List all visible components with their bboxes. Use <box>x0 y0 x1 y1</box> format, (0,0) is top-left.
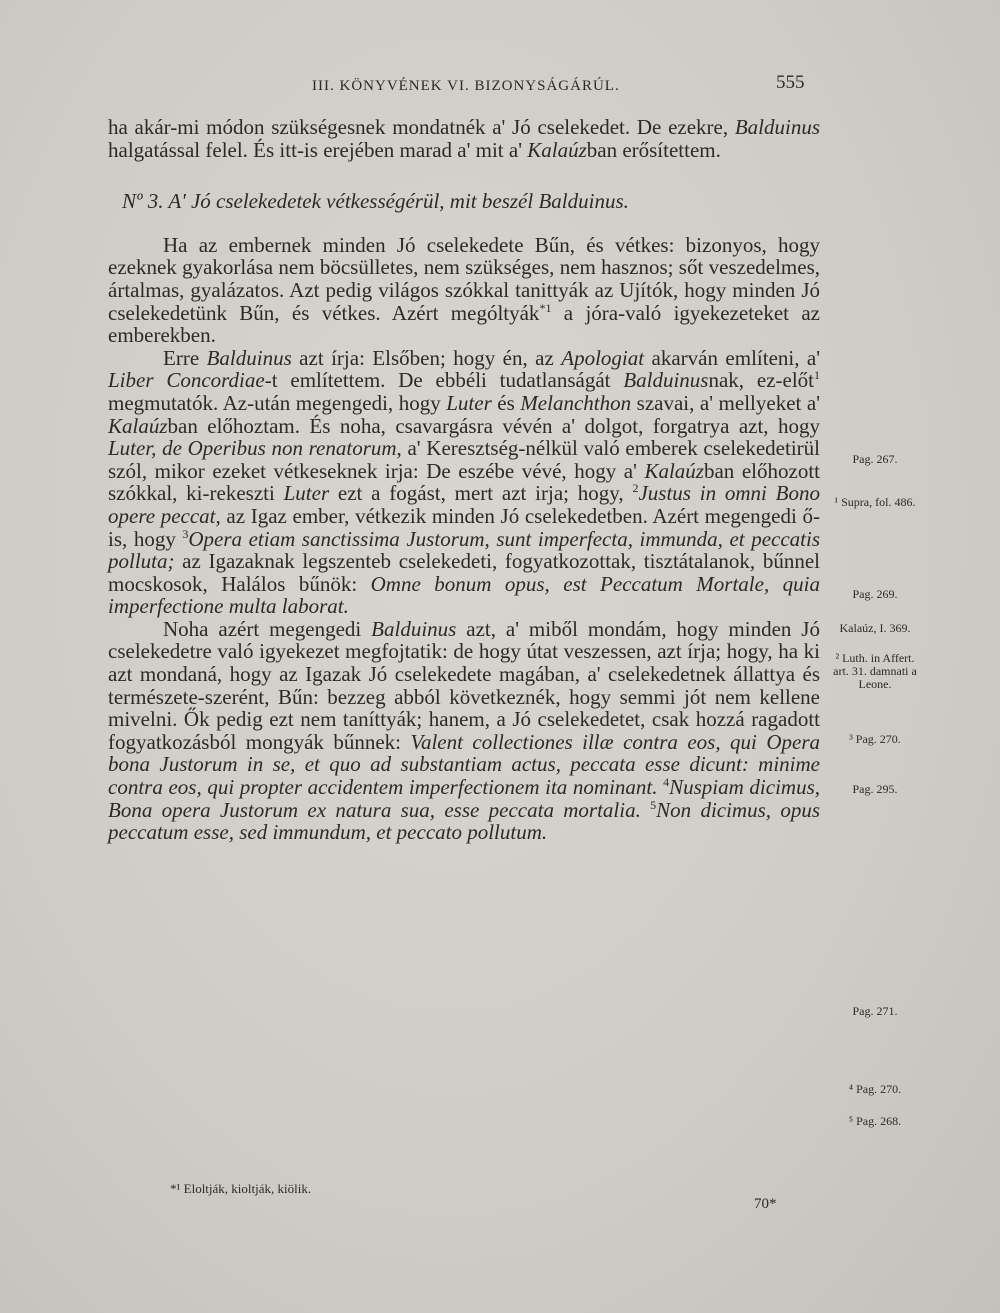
margin-note: Kalaúz, I. 369. <box>839 621 911 635</box>
paragraph: Ha az embernek minden Jó cselekedete Bűn, és vétkes: bizonyos, hogy ezeknek gyakorlása nem böcsülletes, nem szükséges, nem hasznos; sőt veszedelmes, ártalmas, gyalázatos. Azt pedig világos szókkal tanittyák az Ujítók, hogy minden Jó cselekedetünk Bűn, és vétkes. Azért mególtyák$^{*1}$ a jóra-való igyekezeteket az emberekben. <box>108 232 820 348</box>
italic-run: Apologiat <box>561 345 645 370</box>
italic-run: Opera etiam sanctissima Justorum, sunt imperfecta, immunda, et peccatis polluta; <box>108 526 820 574</box>
italic-run: Luter <box>283 481 330 506</box>
margin-note: Pag. 295. <box>852 782 898 796</box>
footnote-marker: *1 <box>539 300 552 315</box>
paragraph: ha akár-mi módon szükségesnek mondatnék a' Jó cselekedet. De ezekre, Balduinus halgatással felel. És itt-is erejében marad a' mit a' Kalaúzban erősítettem. <box>108 115 820 162</box>
italic-run: Balduinus <box>734 115 820 139</box>
paragraph: Erre Balduinus azt írja: Elsőben; hogy én, az Apologiat akarván említeni, a' Liber Concordiae-t említettem. De ebbéli tudatlanságát Balduinusnak, ez-előt$^1$ megmutatók. Az-után megengedi, hogy Luter és Melanchthon szavai, a' mellyeket a' Kalaúzban előhoztam. És noha, csavargásra vévén a' dolgot, forgatrya azt, hogy Luter, de Operibus non renatorum, a' Keresztség-nélkül való emberek cselekedetirül szól, mikor ezeket vétkeseknek irja: De eszébe vévé, hogy a' Kalaúzban előhozott szókkal, ki-rekeszti Luter ezt a fogást, mert azt irja; hogy, $^2$Justus in omni Bono opere peccat, az Igaz ember, vétkezik minden Jó cselekedetben. Azért megengedi ő-is, hogy $^3$Opera etiam sanctissima Justorum, sunt imperfecta, immunda, et peccatis polluta; az Igazaknak legszenteb cselekedeti, fogyatkozottak, tisztátalanok, bűnnel mocskosok, Halálos bűnök: Omne bonum opus, est Peccatum Mortale, quia imperfectione multa laborat. <box>108 345 821 619</box>
italic-run: Justus in omni Bono opere peccat <box>108 481 820 528</box>
italic-run: Liber Concordiae <box>108 368 265 393</box>
italic-run: Kalaúz <box>108 413 168 438</box>
page-number: 555 <box>776 72 805 93</box>
italic-run: Valent collectiones illæ contra eos, qui Opera bona Justorum in se, et quo ad substantiam actus, peccata esse dicunt: minime contra eos, qui propter accidentem imperfectionem ita nominant. <box>108 729 820 800</box>
margin-note: ² Luth. in Affert. art. 31. damnati a Leone. <box>833 651 917 691</box>
section-heading: Nº 3. A' Jó cselekedetek vétkességérül, mit beszél Balduinus. <box>122 189 629 214</box>
margin-note: ⁴ Pag. 270. <box>848 1082 902 1096</box>
footnote-marker: 2 <box>632 481 639 496</box>
footnote-marker: 1 <box>814 368 821 383</box>
running-title: III. KÖNYVÉNEK VI. BIZONYSÁGÁRÚL. <box>312 78 620 94</box>
italic-run: Luter <box>446 390 492 415</box>
margin-note: Pag. 269. <box>852 587 898 601</box>
italic-run: Non dicimus, opus peccatum esse, sed immundum, et peccato pollutum. <box>108 797 820 845</box>
italic-run: Luter, de Operibus non renatorum <box>108 436 397 461</box>
italic-run: Omne bonum opus, est Peccatum Mortale, quia imperfectione multa laborat. <box>108 571 820 619</box>
margin-note: ¹ Supra, fol. 486. <box>834 495 916 509</box>
italic-run: Kalaúz <box>644 458 704 483</box>
italic-run: Balduinus <box>371 616 457 641</box>
italic-run: Balduinus <box>623 368 709 393</box>
italic-run: Kalaúz <box>527 137 587 162</box>
paragraph: Noha azért megengedi Balduinus azt, a' miből mondám, hogy minden Jó cselekedetre való igyekezet megfojtatik: de hogy útat veszessen, azt írja; hogy, ha ki azt mondaná, hogy az Igazak Jó cselekedete magában, a' cselekedetnek állattya és természete-szerént, Bűn: bezzeg abból következnék, hogy semmi jót nem kellene mivelni. Ők pedig ezt nem taníttyák; hanem, a Jó cselekedetet, csak hozzá ragadott fogyatkozásból mongyák bűnnek: Valent collectiones illæ contra eos, qui Opera bona Justorum in se, et quo ad substantiam actus, peccata esse dicunt: minime contra eos, qui propter accidentem imperfectionem ita nominant. $^4$Nuspiam dicimus, Bona opera Justorum ex natura sua, esse peccata mortalia. $^5$Non dicimus, opus peccatum esse, sed immundum, et peccato pollutum. <box>108 616 820 845</box>
signature-mark: 70* <box>754 1196 777 1212</box>
main-text <box>108 116 820 844</box>
italic-run: Nuspiam dicimus, Bona opera Justorum ex natura sua, esse peccata mortalia. <box>108 775 820 822</box>
footnote-marker: 3 <box>182 526 189 541</box>
italic-run: Melanchthon <box>520 390 632 415</box>
margin-note: Pag. 267. <box>852 452 898 466</box>
footnote-marker: 4 <box>663 775 670 790</box>
margin-note: Pag. 271. <box>852 1004 898 1018</box>
italic-run: Balduinus <box>206 345 292 370</box>
margin-note: ⁵ Pag. 268. <box>848 1114 902 1128</box>
footnote-marker: 5 <box>650 797 657 812</box>
margin-note: ³ Pag. 270. <box>849 732 901 746</box>
footnote: *¹ Eloltják, kioltják, kiölik. <box>170 1181 312 1196</box>
